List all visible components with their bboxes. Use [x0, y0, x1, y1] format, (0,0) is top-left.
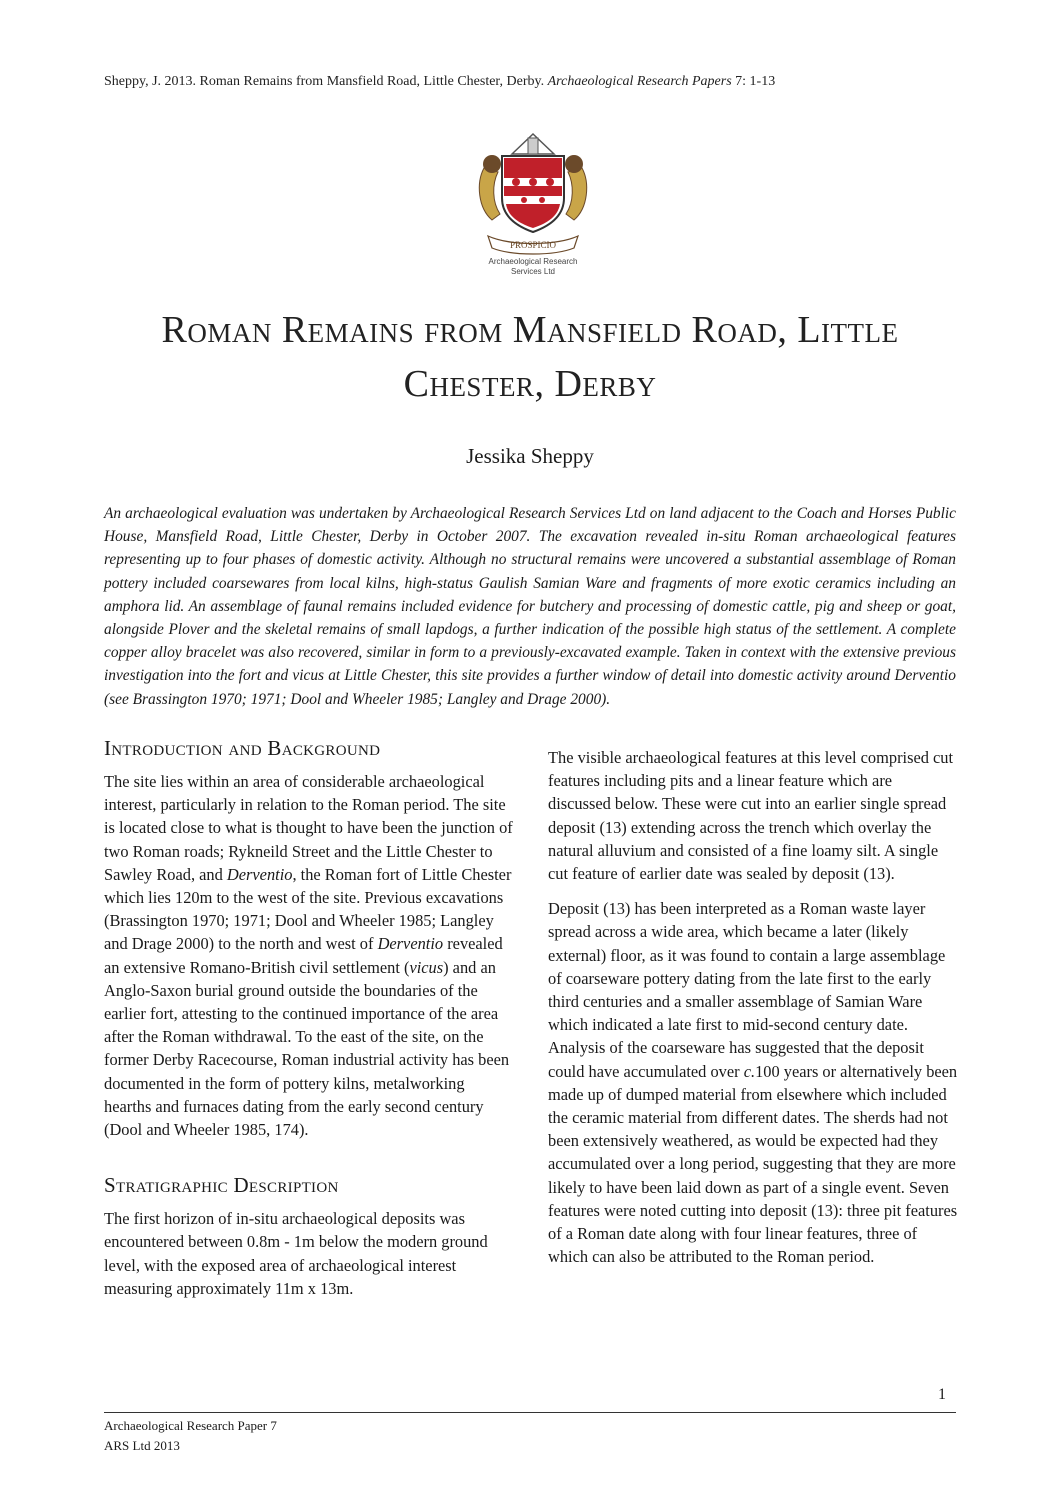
- deposit-text-1: Deposit (13) has been interpreted as a Roman waste layer spread across a wide area, which became a later (likely external) floor, as it was found to contain a large assemblage of coarseware pottery dating from the late first to the early third centuries and a smaller assemblage of Samian Ware which indicated a late first to mid-second century date. Analysis of the coarseware has suggested that the deposit could have accumulated over: [548, 899, 946, 1081]
- author-name: Jessika Sheppy: [466, 444, 594, 468]
- intro-text-4: ) and an Anglo-Saxon burial ground outside the boundaries of the earlier fort, attesting to the continued importance of the area after the Roman withdrawal. To the east of the site, on the former Derby Racecourse, Roman industrial activity has been documented in the form of pottery kilns, metalworking hearths and furnaces dating from the early second century (Dool and Wheeler 1985, 174).: [104, 957, 510, 1140]
- page-number: 1: [938, 1386, 946, 1403]
- citation-text: Sheppy, J. 2013. Roman Remains from Mansfield Road, Little Chester, Derby.: [104, 74, 545, 89]
- left-column: [104, 734, 514, 1312]
- section-heading-introduction: Introduction and Background: [104, 736, 381, 760]
- intro-text-1: The site lies within an area of considerable archaeological interest, particularly in relation to the Roman period. The site is located close to what is thought to have been the junction of two Roman roads; Rykneild Street and the Little Chester to Sawley Road, and: [104, 772, 513, 884]
- footer-publisher: ARS Ltd 2013: [104, 1438, 180, 1453]
- deposit-paragraph: [548, 897, 958, 1268]
- logo-org-line1: Archaeological Research: [488, 257, 578, 266]
- journal-name: Archaeological Research Papers: [547, 74, 732, 89]
- intro-text-2: , the Roman fort of Little Chester which lies 120m to the west of the site. Previous excavations (Brassington 1970; 1971; Dool and Wheeler 1985; Langley and Drage 2000) to the north and west of: [104, 864, 512, 954]
- intro-derventio-1: Derventio: [226, 864, 293, 884]
- logo-motto: PROSPICIO: [509, 240, 557, 250]
- intro-vicus: vicus: [409, 957, 444, 977]
- footer-series: Archaeological Research Paper 7: [104, 1418, 277, 1433]
- intro-paragraph: [104, 770, 514, 1141]
- logo-org-line2: Services Ltd: [510, 267, 556, 276]
- deposit-circa: c.: [743, 1061, 756, 1081]
- footer-divider: [104, 1412, 956, 1413]
- citation-pages: 7: 1-13: [735, 74, 776, 89]
- citation-header: [104, 74, 775, 90]
- abstract: An archaeological evaluation was undertaken by Archaeological Research Services Ltd on land adjacent to the Coach and Horses Public House, Mansfield Road, Little Chester, Derby in October 2007. The excavation revealed in-situ Roman archaeological features representing up to four phases of domestic activity. Although no structural remains were uncovered a substantial assemblage of Roman pottery included coarsewares from local kilns, high-status Gaulish Samian Ware and fragments of more exotic ceramics including an amphora lid. An assemblage of faunal remains included evidence for butchery and processing of domestic cattle, pig and sheep or goat, alongside Plover and the skeletal remains of small lapdogs, a further indication of the possible high status of the settlement. A complete copper alloy bracelet was also recovered, similar in form to a previously-excavated example. Taken in context with the extensive previous investigation into the fort and vicus at Little Chester, this site provides a further window of detail into domestic activity around Derventio (see Brassington 1970; 1971; Dool and Wheeler 1985; Langley and Drage 2000).: [104, 505, 956, 708]
- ars-logo: [470, 128, 596, 278]
- stratigraphic-paragraph: The first horizon of in-situ archaeological deposits was encountered between 0.8m - 1m below the modern ground level, with the exposed area of archaeological interest measuring approximately 11m x 13m.: [104, 1209, 488, 1298]
- paper-title: Roman Remains from Mansfield Road, Little Chester, Derby: [161, 309, 899, 405]
- deposit-text-2: 100 years or alternatively been made up of dumped material from elsewhere which included the ceramic material from different dates. The sherds had not been extensively weathered, as would be expected had they accumulated over a long period, suggesting that they are more likely to have been laid down as part of a single event. Seven features were noted cutting into deposit (13): three pit features of a Roman date along with four linear features, three of which can also be attributed to the Roman period.: [548, 1061, 958, 1267]
- right-column: [548, 746, 958, 1280]
- intro-derventio-2: Derventio: [377, 934, 444, 954]
- intro-text-3: revealed an extensive Romano-British civil settlement (: [104, 934, 503, 977]
- section-heading-stratigraphic: Stratigraphic Description: [104, 1173, 339, 1198]
- features-paragraph: The visible archaeological features at this level comprised cut features including pits and a linear feature which are discussed below. These were cut into an earlier single spread deposit (13) extending across the trench which overlay the natural alluvium and consisted of a fine loamy silt. A single cut feature of earlier date was sealed by deposit (13).: [548, 748, 954, 884]
